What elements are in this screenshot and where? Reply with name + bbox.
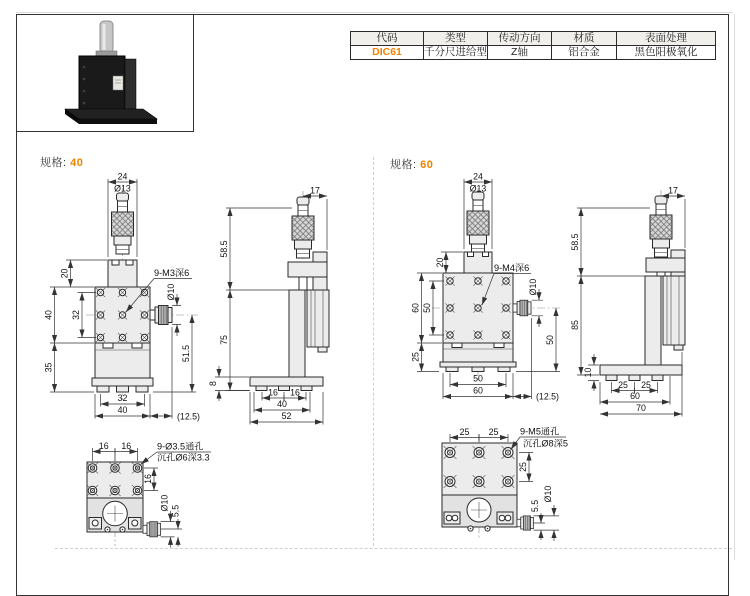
dim-foot-spacing-2: 25 bbox=[641, 380, 651, 390]
thread-callout: 9-M4深6 bbox=[494, 263, 530, 273]
dim-top-width: 24 bbox=[473, 171, 483, 182]
spec60-front-view bbox=[411, 172, 563, 402]
dim-knob-offset: 5.5 bbox=[170, 504, 181, 518]
dim-lower-height: 35 bbox=[43, 362, 54, 373]
header-type: 类型 bbox=[424, 32, 488, 45]
dim-mic-diameter: Ø13 bbox=[114, 183, 131, 194]
dim-foot-spacing-2: 16 bbox=[290, 387, 300, 398]
hole-callout-line1: 9-Ø3.5通孔 bbox=[157, 441, 204, 452]
dim-hole-spacing-2: 16 bbox=[121, 441, 132, 451]
dim-mic-height: 58.5 bbox=[219, 240, 229, 258]
dim-foot-spacing-1: 25 bbox=[618, 380, 628, 390]
dim-knob-diameter: Ø10 bbox=[166, 283, 176, 301]
dim-knob-diameter: Ø10 bbox=[528, 278, 538, 296]
cell-code: DIC61 bbox=[351, 46, 424, 59]
dim-body-height: 85 bbox=[570, 320, 580, 330]
spec60-side-view bbox=[570, 186, 685, 417]
cell-type: 千分尺进给型 bbox=[424, 46, 487, 58]
dim-body-height: 40 bbox=[43, 310, 54, 320]
dim-hole-span-b: 32 bbox=[117, 393, 128, 403]
hole-callout-line2: 沉孔Ø6深3.3 bbox=[157, 452, 210, 463]
dim-knob-offset: (12.5) bbox=[177, 411, 200, 422]
dim-plate-height: 20 bbox=[435, 257, 445, 268]
hole-callout-line2: 沉孔Ø8深5 bbox=[523, 438, 568, 449]
dim-top-width: 24 bbox=[117, 171, 128, 182]
section-size-value: 40 bbox=[70, 157, 84, 169]
dim-hole-row-spacing: 25 bbox=[518, 462, 528, 472]
dim-hole-span-b: 50 bbox=[473, 373, 483, 384]
dim-hole-spacing-1: 25 bbox=[459, 427, 470, 437]
dim-knob-diameter: Ø10 bbox=[159, 494, 170, 512]
dim-mic-height: 58.5 bbox=[570, 233, 580, 251]
dim-lower-height: 25 bbox=[410, 352, 421, 362]
cell-direction: Z轴 bbox=[488, 46, 552, 59]
dim-hole-span-v: 50 bbox=[422, 303, 432, 313]
spec60-bottom-view bbox=[442, 426, 568, 542]
dim-hole-spacing-1: 16 bbox=[98, 441, 109, 451]
section-label-text: 规格: bbox=[40, 157, 67, 169]
thread-callout: 9-M3深6 bbox=[154, 268, 190, 278]
dim-base-height: 8 bbox=[208, 381, 218, 386]
header-material: 材质 bbox=[552, 32, 617, 45]
dim-hole-span-v: 32 bbox=[71, 310, 81, 320]
dim-top-width: 17 bbox=[668, 185, 678, 196]
dim-body-height: 75 bbox=[219, 335, 229, 345]
dim-base-width: 60 bbox=[630, 391, 640, 401]
header-code: 代码 bbox=[351, 32, 424, 45]
dim-plate-height: 20 bbox=[59, 268, 70, 279]
dim-hole-spacing-2: 25 bbox=[488, 427, 499, 437]
dim-mic-diameter: Ø13 bbox=[469, 183, 487, 194]
dim-body-width: 60 bbox=[473, 385, 483, 396]
dim-base-height: 10 bbox=[583, 367, 593, 378]
cell-material: 铝合金 bbox=[552, 46, 617, 59]
spec40-bottom-view bbox=[87, 441, 211, 548]
dim-knob-offset: 5.5 bbox=[530, 499, 540, 513]
dim-top-width: 17 bbox=[310, 185, 320, 196]
dim-right-height: 51.5 bbox=[181, 344, 191, 363]
dim-knob-diameter: Ø10 bbox=[543, 485, 553, 503]
spec40-side-view bbox=[208, 186, 329, 425]
dim-foot-spacing-1: 16 bbox=[268, 387, 278, 398]
section-size-value: 60 bbox=[420, 159, 434, 171]
dim-knob-offset: (12.5) bbox=[536, 391, 559, 402]
dim-body-height: 60 bbox=[410, 303, 421, 313]
dim-base-width: 40 bbox=[277, 399, 287, 409]
hole-callout-line1: 9-M5通孔 bbox=[520, 426, 560, 437]
dim-total-width: 52 bbox=[281, 411, 292, 421]
spec40-front-view bbox=[44, 172, 201, 422]
section-label-text: 规格: bbox=[390, 159, 417, 171]
header-direction: 传动方向 bbox=[488, 32, 552, 45]
dim-total-width: 70 bbox=[636, 403, 646, 413]
header-finish: 表面处理 bbox=[645, 32, 687, 44]
cell-finish: 黑色阳极氧化 bbox=[634, 46, 698, 58]
dim-right-height: 50 bbox=[545, 335, 555, 345]
dim-hole-row-spacing: 16 bbox=[143, 474, 153, 484]
dim-body-width: 40 bbox=[117, 405, 128, 415]
